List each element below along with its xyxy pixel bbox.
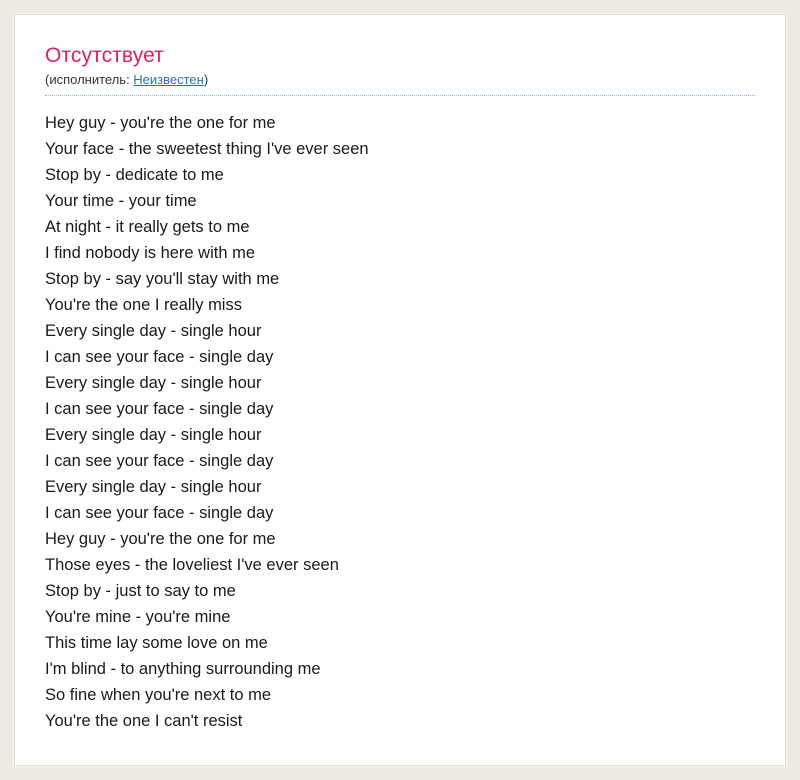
lyrics-line: Every single day - single hour <box>45 478 262 497</box>
lyrics-line: Every single day - single hour <box>45 426 262 445</box>
lyrics-body <box>45 110 755 734</box>
lyrics-line: I can see your face - single day <box>45 348 274 367</box>
lyrics-line: So fine when you're next to me <box>45 686 272 705</box>
lyrics-line: At night - it really gets to me <box>45 218 250 237</box>
lyrics-line: Hey guy - you're the one for me <box>45 114 276 133</box>
lyrics-line: Every single day - single hour <box>45 374 262 393</box>
artist-prefix-label: (исполнитель: <box>45 72 134 88</box>
lyrics-line: Stop by - just to say to me <box>45 582 236 601</box>
lyrics-page <box>14 14 786 766</box>
lyrics-line: Your time - your time <box>45 192 197 211</box>
artist-suffix-label: ) <box>203 72 209 88</box>
page-content <box>15 15 785 734</box>
lyrics-line: You're the one I can't resist <box>45 712 243 731</box>
lyrics-line: I find nobody is here with me <box>45 244 256 263</box>
lyrics-line: Every single day - single hour <box>45 322 262 341</box>
lyrics-line: You're mine - you're mine <box>45 608 231 627</box>
lyrics-line: I can see your face - single day <box>45 504 274 523</box>
lyrics-line: This time lay some love on me <box>45 634 268 653</box>
artist-line <box>45 72 755 96</box>
lyrics-line: I'm blind - to anything surrounding me <box>45 660 321 679</box>
lyrics-line: I can see your face - single day <box>45 400 274 419</box>
page-title: Отсутствует <box>45 44 164 67</box>
lyrics-line: Stop by - say you'll stay with me <box>45 270 280 289</box>
lyrics-line: Those eyes - the loveliest I've ever seen <box>45 556 339 575</box>
lyrics-line: Stop by - dedicate to me <box>45 166 224 185</box>
lyrics-line: Hey guy - you're the one for me <box>45 530 276 549</box>
artist-link[interactable]: Неизвестен <box>133 72 204 88</box>
lyrics-line: Your face - the sweetest thing I've ever seen <box>45 140 369 159</box>
lyrics-line: You're the one I really miss <box>45 296 242 315</box>
lyrics-line: I can see your face - single day <box>45 452 274 471</box>
